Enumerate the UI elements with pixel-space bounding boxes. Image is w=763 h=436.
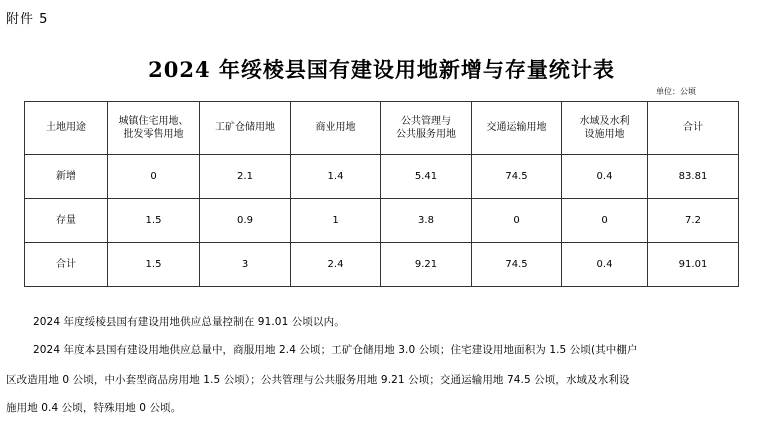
row-label: 新增	[25, 155, 108, 199]
table-cell: 9.21	[381, 243, 472, 287]
page-title: 2024 年绥棱县国有建设用地新增与存量统计表	[148, 57, 615, 82]
table-header-row	[25, 102, 739, 155]
table-cell: 0	[108, 155, 200, 199]
header-residential-retail: 城镇住宅用地、 批发零售用地	[108, 102, 200, 155]
table-cell: 1.4	[291, 155, 381, 199]
table-cell: 74.5	[472, 243, 562, 287]
land-use-table	[24, 101, 739, 287]
table-cell: 1	[291, 199, 381, 243]
table-cell: 5.41	[381, 155, 472, 199]
header-industrial-storage: 工矿仓储用地	[200, 102, 291, 155]
table-cell: 83.81	[648, 155, 739, 199]
row-label: 存量	[25, 199, 108, 243]
paragraph-supply-detail-line3: 施用地 0.4 公顷，特殊用地 0 公顷。	[6, 402, 182, 414]
table-cell: 3	[200, 243, 291, 287]
header-public-service: 公共管理与 公共服务用地	[381, 102, 472, 155]
paragraph-total-control: 2024 年度绥棱县国有建设用地供应总量控制在 91.01 公顷以内。	[33, 316, 345, 328]
table-row-existing	[25, 199, 739, 243]
header-total: 合计	[648, 102, 739, 155]
header-commercial: 商业用地	[291, 102, 381, 155]
header-transport: 交通运输用地	[472, 102, 562, 155]
table-cell: 0.9	[200, 199, 291, 243]
table-cell: 0	[562, 199, 648, 243]
table-cell: 0.4	[562, 243, 648, 287]
row-label: 合计	[25, 243, 108, 287]
attachment-label: 附件 5	[6, 12, 49, 27]
paragraph-supply-detail-line2: 区改造用地 0 公顷，中小套型商品房用地 1.5 公顷）；公共管理与公共服务用地 9.21 公顷；交通运输用地 74.5 公顷，水域及水利设	[6, 374, 630, 386]
table-cell: 1.5	[108, 199, 200, 243]
table-cell: 91.01	[648, 243, 739, 287]
table-cell: 2.1	[200, 155, 291, 199]
table-row-total	[25, 243, 739, 287]
table-cell: 0	[472, 199, 562, 243]
header-land-use: 土地用途	[25, 102, 108, 155]
table-cell: 0.4	[562, 155, 648, 199]
table-cell: 1.5	[108, 243, 200, 287]
table-cell: 74.5	[472, 155, 562, 199]
table-cell: 7.2	[648, 199, 739, 243]
table-cell: 2.4	[291, 243, 381, 287]
unit-label: 单位：公顷	[656, 87, 696, 96]
table-row-new	[25, 155, 739, 199]
header-water-facilities: 水域及水利 设施用地	[562, 102, 648, 155]
table-cell: 3.8	[381, 199, 472, 243]
paragraph-supply-detail-line1: 2024 年度本县国有建设用地供应总量中，商服用地 2.4 公顷；工矿仓储用地 3.0 公顷；住宅建设用地面积为 1.5 公顷(其中棚户	[33, 344, 638, 356]
